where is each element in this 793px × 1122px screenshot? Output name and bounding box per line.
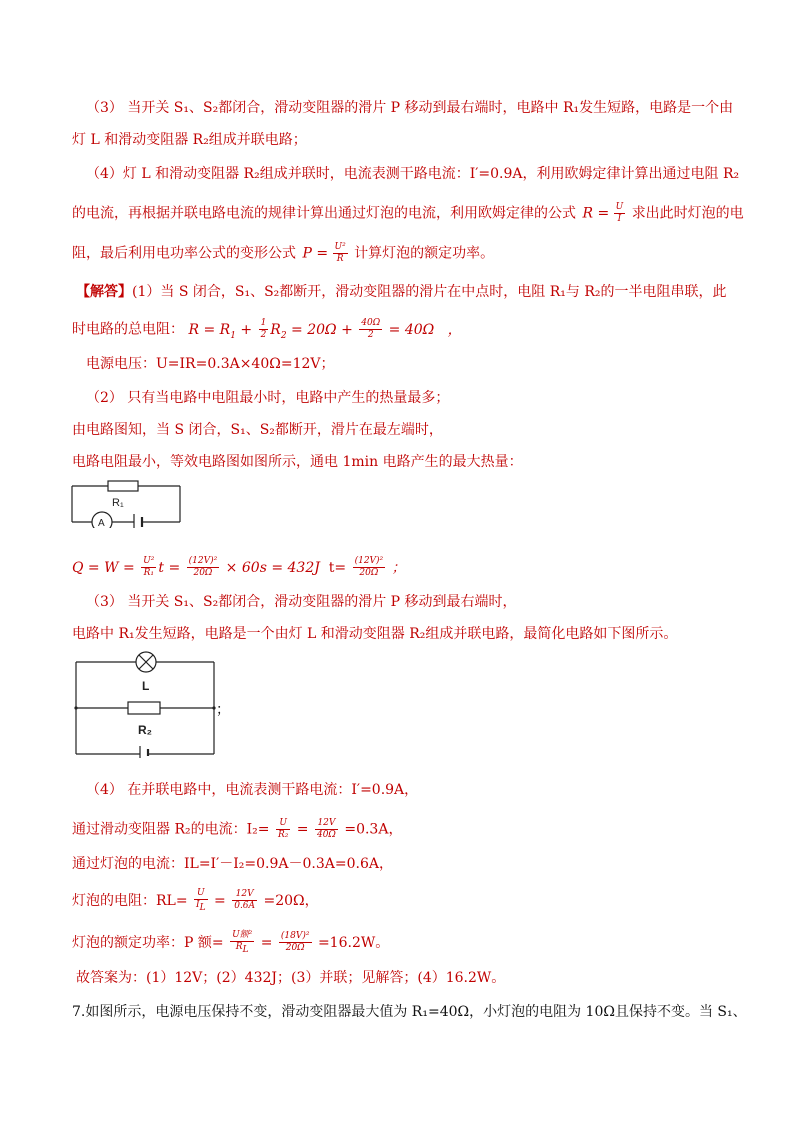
answer-s4-p-post: =16.2W。: [317, 934, 390, 951]
analysis-p4-line3-post: 计算灯泡的额定功率。: [354, 245, 495, 262]
final-answer: 故答案为：(1）12V；(2）432J；(3）并联；见解答；(4）16.2W。: [76, 970, 506, 986]
answer-label: 【解答】: [76, 284, 132, 300]
analysis-p3-line2: 灯 L 和滑动变阻器 R₂组成并联电路；: [72, 132, 307, 148]
answer-s4-i2-pre: 通过滑动变阻器 R₂的电流：I₂=: [72, 821, 270, 838]
circuit-diagram-2: [72, 650, 232, 758]
analysis-p4-line3-pre: 阻，最后利用电功率公式的变形公式: [72, 245, 296, 262]
resistor-r2-symbol: [128, 702, 160, 714]
answer-s4-i2-post: =0.3A，: [344, 821, 403, 838]
resistor-r1-symbol: [108, 481, 138, 491]
answer-s2-line2: 由电路图知，当 S 闭合，S₁、S₂都断开，滑片在最左端时，: [72, 422, 443, 438]
answer-s3-line2: 电路中 R₁发生短路，电路是一个由灯 L 和滑动变阻器 R₂组成并联电路，最简化电路如下图所示。: [72, 626, 678, 642]
answer-s4-power: 灯泡的额定功率：P 额= $\frac{\text{U额²}}{R_L}$ = $\frac{\text{(18V)²}}{20\Omega}$ =16.2W。: [72, 930, 390, 955]
circuit2-semicolon: ；: [216, 702, 230, 718]
circuit2-lamp-label: L: [142, 679, 150, 693]
analysis-p4-line2-pre: 的电流，再根据并联电路电流的规律计算出通过灯泡的电流，利用欧姆定律的公式: [72, 205, 576, 222]
answer-s1-line1: [76, 282, 737, 302]
answer-s4-rl: 灯泡的电阻：RL= $\frac{U}{I_L}$ = $\frac{12V}{0.6A}$ =20Ω，: [72, 888, 319, 913]
answer-s2-formula: Q = W = $\frac{\text{U²}}{\text{R₁}}$ t = $\frac{\text{(12V)²}}{20\Omega}$ × 60s = 432J t= $\frac{\text{(12V)²}}{20\Omega}$ ；: [72, 556, 406, 578]
analysis-ohm-formula: R = $\frac{U}{I}$: [582, 202, 624, 224]
circuit1-r1-label: R₁: [112, 497, 124, 509]
answer-s4-p-pre: 灯泡的额定功率：P 额=: [72, 934, 224, 951]
answer-s4-rl-post: =20Ω，: [263, 892, 319, 909]
answer-s2-line1: （2） 只有当电路中电阻最小时，电路中产生的热量最多；: [86, 390, 450, 406]
analysis-p4-line2-post: 求出此时灯泡的电: [631, 205, 744, 222]
circuit2-r2-label: R₂: [138, 723, 152, 737]
analysis-p4-line1: （4）灯 L 和滑动变阻器 R₂组成并联时，电流表测干路电流：I′=0.9A，利用欧姆定律计算出通过电阻 R₂: [86, 166, 740, 182]
analysis-p4-line3: [72, 242, 737, 265]
answer-s1-line2: [72, 318, 737, 345]
answer-s1-line2-pre: 时电路的总电阻：: [72, 321, 184, 338]
analysis-p4-line2: [72, 202, 744, 225]
answer-s4-il: 通过灯泡的电流：IL=I′－I₂=0.9A－0.3A=0.6A，: [72, 856, 393, 872]
answer-s4-line1: （4） 在并联电路中，电流表测干路电流：I′=0.9A，: [86, 782, 419, 798]
circuit1-meter-label: A: [98, 518, 105, 528]
analysis-power-formula: P = $\frac{\text{U²}}{R}$: [302, 242, 346, 264]
answer-s1-text: (1）当 S 闭合，S₁、S₂都断开，滑动变阻器的滑片在中点时，电阻 R₁与 R₂的一半电阻串联，此: [132, 284, 727, 300]
circuit-diagram-1: [70, 478, 182, 528]
answer-s3-line1: （3） 当开关 S₁、S₂都闭合，滑动变阻器的滑片 P 移动到最右端时，: [86, 594, 517, 610]
answer-s4-rl-pre: 灯泡的电阻：RL=: [72, 892, 188, 909]
answer-s1-formula: $R = R_1$ + $\frac{1}{2}$ $R_2 = 20\Omega$ + $\frac{40\Omega}{2}$ = 40Ω ，: [188, 318, 462, 341]
answer-s2-line3: 电路电阻最小，等效电路图如图所示，通电 1min 电路产生的最大热量：: [72, 454, 523, 470]
next-question: 7.如图所示，电源电压保持不变，滑动变阻器最大值为 R₁=40Ω，小灯泡的电阻为 10Ω且保持不变。当 S₁、: [72, 1004, 747, 1020]
answer-s1-voltage: 电源电压：U=IR=0.3A×40Ω=12V；: [86, 356, 335, 372]
analysis-p3-line1: （3） 当开关 S₁、S₂都闭合，滑动变阻器的滑片 P 移动到最右端时，电路中 R₁发生短路，电路是一个由: [86, 100, 734, 116]
answer-s4-i2: 通过滑动变阻器 R₂的电流：I₂= $\frac{U}{\text{R₂}}$ = $\frac{12V}{40\Omega}$ =0.3A，: [72, 818, 403, 840]
